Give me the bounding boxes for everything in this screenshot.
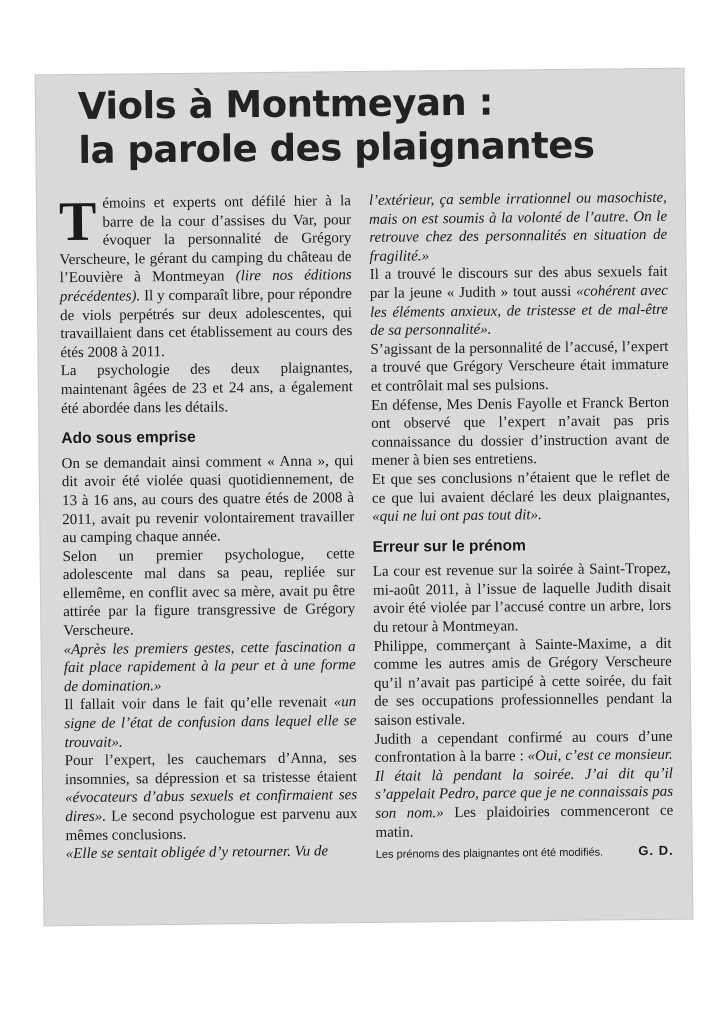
paragraph: Judith a cependant confirmé au cours d’une confrontation à la barre : «Oui, c’est ce monsieur. Il était là pendant la soirée. J’ai dit qu’il s’appelait Pedro, parce que je ne connaissais pas son nom.» Les plaidoiries commenceront ce matin.	[374, 728, 674, 841]
headline-line-1: Viols à Montmeyan :	[77, 80, 494, 128]
paragraph: Et que ses conclusions n’étaient que le reflet de ce que lui avaient déclaré les deux plaignantes, «qui ne lui ont pas tout dit».	[371, 468, 671, 526]
quote: l’extérieur, ça semble irrationnel ou masochiste, mais on est soumis à la volonté de l’autre. On le retrouve chez des personnalités en situation de fragilité.»	[368, 189, 668, 265]
paragraph: La psychologie des deux plaignantes, maintenant âgées de 23 et 24 ans, a également été abordée dans les détails.	[60, 360, 353, 417]
paragraph: Témoins et experts ont défilé hier à la barre de la cour d’assises du Var, pour évoquer la personnalité de Grégory Verscheure, le gérant du camping du château de l’Eouvière à Montmeyan (lire nos éditions précédentes). Il y comparaît libre, pour répondre de viols perpétrés sur deux adolescentes, qui travaillaient dans cet établissement au cours des étés 2008 à 2011.	[58, 190, 353, 361]
subheading: Erreur sur le prénom	[372, 536, 526, 556]
author-signature: G. D.	[638, 842, 674, 859]
left-column	[59, 192, 358, 864]
paragraph: En défense, Mes Denis Fayolle et Franck Berton ont observé que l’expert n’avait pas pris connaissance du dossier d’instruction avant de mener à bien ses entretiens.	[370, 394, 670, 470]
quote: «Après les premiers gestes, cette fascination a fait place rapidement à la peur et à une forme de domination.»	[63, 638, 356, 695]
paragraph: Il fallait voir dans le fait qu’elle revenait «un signe de l’état de confusion dans lequel elle se trouvait».	[64, 694, 357, 751]
article-footer	[376, 841, 674, 865]
paragraph: S’agissant de la personnalité de l’accusé, l’expert a trouvé que Grégory Verscheure était immature et contrôlait mal ses pulsions.	[370, 338, 669, 395]
right-column	[369, 189, 674, 865]
newspaper-clipping	[36, 69, 693, 926]
paragraph: Pour l’expert, les cauchemars d’Anna, ses insomnies, sa dépression et sa tristesse étaient «évocateurs d’abus sexuels et confirmaient ses dires». Le second psychologue est parvenu aux mêmes conclusions.	[64, 750, 358, 844]
paragraph: La cour est revenue sur la soirée à Saint-Tropez, mi-août 2011, à l’issue de laquelle Judith disait avoir été violée par l’accusé contre un arbre, lors du retour à Montmeyan.	[372, 561, 672, 636]
paragraph: On se demandait ainsi comment « Anna », qui dit avoir été violée quasi quotidiennement, de 13 à 16 ans, au cours des quatre étés de 2008 à 2011, avait pu revenir volontairement travailler au camping chaque année.	[61, 452, 355, 547]
quote: «Elle se sentait obligée d’y retourner. Vu de	[65, 843, 329, 863]
paragraph: Il a trouvé le discours sur des abus sexuels fait par la jeune « Judith » tout aussi «cohérent avec les éléments anxieux, de tristesse et de mal-être de sa personnalité».	[369, 264, 669, 340]
headline	[78, 79, 679, 173]
headline-line-2: la parole des plaignantes	[78, 123, 595, 172]
subheading: Ado sous emprise	[61, 428, 196, 448]
paragraph: Selon un premier psychologue, cette adolescente mal dans sa peau, repliée sur ellemême, en conflit avec sa mère, avait pu être attirée par la figure transgressive de Grégory Verscheure.	[62, 545, 356, 640]
paragraph: Philippe, commerçant à Sainte-Maxime, a dit comme les autres amis de Grégory Verscheure qu’il n’avait pas participé à cette soirée, du fait de ses occupations professionnelles pendant la saison estivale.	[373, 635, 673, 729]
footnote: Les prénoms des plaignantes ont été modifiés.	[375, 846, 604, 862]
